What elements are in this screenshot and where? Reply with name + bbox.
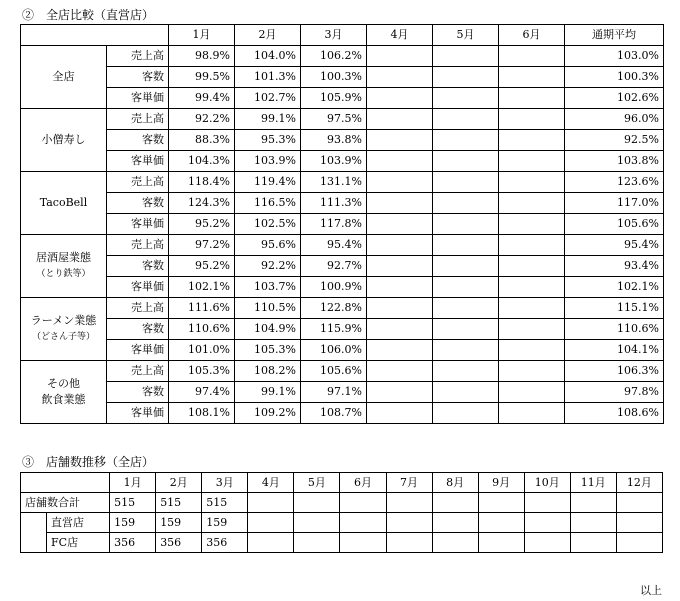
table-row xyxy=(21,88,664,109)
value-cell: 92.5% xyxy=(565,130,664,151)
count-cell xyxy=(616,493,662,513)
value-cell xyxy=(499,67,565,88)
value-cell: 103.9% xyxy=(301,151,367,172)
value-cell: 109.2% xyxy=(235,403,301,424)
value-cell: 102.1% xyxy=(169,277,235,298)
count-cell xyxy=(570,533,616,553)
value-cell: 101.0% xyxy=(169,340,235,361)
value-cell: 100.3% xyxy=(565,67,664,88)
metric-label: 客単価 xyxy=(107,88,169,109)
value-cell: 118.4% xyxy=(169,172,235,193)
table-row xyxy=(21,403,664,424)
value-cell: 102.5% xyxy=(235,214,301,235)
value-cell xyxy=(433,151,499,172)
value-cell xyxy=(499,361,565,382)
count-cell: 356 xyxy=(202,533,248,553)
table-row xyxy=(21,319,664,340)
value-cell: 103.8% xyxy=(565,151,664,172)
closing-note: 以上 xyxy=(640,584,662,597)
value-cell xyxy=(499,46,565,67)
value-cell: 115.1% xyxy=(565,298,664,319)
value-cell xyxy=(433,298,499,319)
value-cell: 92.7% xyxy=(301,256,367,277)
value-cell: 105.3% xyxy=(235,340,301,361)
metric-label: 客数 xyxy=(107,256,169,277)
group-label-cell xyxy=(21,109,107,172)
count-cell xyxy=(570,493,616,513)
value-cell: 97.8% xyxy=(565,382,664,403)
month-header-cell: 4月 xyxy=(248,473,294,493)
metric-label: 売上高 xyxy=(107,235,169,256)
header-cell: 通期平均 xyxy=(565,25,664,46)
table-row xyxy=(21,340,664,361)
value-cell: 95.2% xyxy=(169,256,235,277)
table-row xyxy=(21,256,664,277)
value-cell xyxy=(433,403,499,424)
value-cell xyxy=(367,340,433,361)
value-cell: 101.3% xyxy=(235,67,301,88)
metric-label: 客単価 xyxy=(107,340,169,361)
value-cell: 97.4% xyxy=(169,382,235,403)
value-cell xyxy=(367,403,433,424)
month-header-cell: 3月 xyxy=(202,473,248,493)
group-name: ラーメン業態 xyxy=(30,314,97,327)
value-cell xyxy=(433,88,499,109)
value-cell: 108.2% xyxy=(235,361,301,382)
count-cell xyxy=(570,513,616,533)
header-cell: 6月 xyxy=(499,25,565,46)
count-cell: 356 xyxy=(156,533,202,553)
count-cell xyxy=(432,533,478,553)
month-header-cell: 11月 xyxy=(570,473,616,493)
value-cell xyxy=(367,361,433,382)
value-cell: 115.9% xyxy=(301,319,367,340)
month-header-cell: 8月 xyxy=(432,473,478,493)
indent-cell xyxy=(21,513,47,533)
table-row xyxy=(21,67,664,88)
value-cell xyxy=(499,130,565,151)
value-cell xyxy=(499,340,565,361)
value-cell xyxy=(367,382,433,403)
count-cell xyxy=(294,493,340,513)
metric-label: 客単価 xyxy=(107,214,169,235)
value-cell: 102.7% xyxy=(235,88,301,109)
count-cell: 159 xyxy=(110,513,156,533)
group-label-cell xyxy=(21,235,107,298)
table-header-row xyxy=(21,473,663,493)
value-cell: 95.3% xyxy=(235,130,301,151)
value-cell: 96.0% xyxy=(565,109,664,130)
value-cell xyxy=(499,277,565,298)
value-cell xyxy=(499,235,565,256)
value-cell: 95.4% xyxy=(565,235,664,256)
count-cell xyxy=(524,493,570,513)
value-cell: 105.3% xyxy=(169,361,235,382)
value-cell xyxy=(367,214,433,235)
count-cell: 159 xyxy=(156,513,202,533)
count-cell xyxy=(248,513,294,533)
count-cell xyxy=(524,513,570,533)
value-cell: 111.3% xyxy=(301,193,367,214)
table-row-total xyxy=(21,493,663,513)
value-cell: 119.4% xyxy=(235,172,301,193)
count-cell xyxy=(340,513,386,533)
metric-label: 客数 xyxy=(107,130,169,151)
store-comparison-table xyxy=(20,24,664,424)
table-row xyxy=(21,130,664,151)
sub-label: FC店 xyxy=(47,533,110,553)
value-cell: 98.9% xyxy=(169,46,235,67)
count-cell xyxy=(478,493,524,513)
value-cell: 100.9% xyxy=(301,277,367,298)
header-cell: 1月 xyxy=(169,25,235,46)
value-cell xyxy=(499,403,565,424)
metric-label: 売上高 xyxy=(107,172,169,193)
value-cell xyxy=(499,151,565,172)
value-cell xyxy=(433,382,499,403)
group-name: TacoBell xyxy=(39,196,88,209)
table-row xyxy=(21,193,664,214)
value-cell: 103.0% xyxy=(565,46,664,67)
table-row xyxy=(21,235,664,256)
table-row xyxy=(21,109,664,130)
metric-label: 客数 xyxy=(107,193,169,214)
month-header-cell: 5月 xyxy=(294,473,340,493)
value-cell: 95.2% xyxy=(169,214,235,235)
value-cell xyxy=(433,277,499,298)
value-cell xyxy=(433,130,499,151)
value-cell: 124.3% xyxy=(169,193,235,214)
count-cell xyxy=(340,533,386,553)
header-cell: 4月 xyxy=(367,25,433,46)
value-cell xyxy=(433,361,499,382)
value-cell xyxy=(433,340,499,361)
count-cell xyxy=(432,493,478,513)
value-cell: 95.6% xyxy=(235,235,301,256)
value-cell xyxy=(433,235,499,256)
value-cell: 102.6% xyxy=(565,88,664,109)
header-cell-blank xyxy=(21,473,110,493)
value-cell xyxy=(433,67,499,88)
value-cell xyxy=(367,130,433,151)
sub-label: 直営店 xyxy=(47,513,110,533)
month-header-cell: 6月 xyxy=(340,473,386,493)
month-header-cell: 2月 xyxy=(156,473,202,493)
header-cell-blank xyxy=(21,25,169,46)
group-name: その他 飲食業態 xyxy=(41,377,86,406)
value-cell: 88.3% xyxy=(169,130,235,151)
value-cell: 104.9% xyxy=(235,319,301,340)
group-label-cell xyxy=(21,46,107,109)
group-label-cell xyxy=(21,172,107,235)
metric-label: 客数 xyxy=(107,67,169,88)
table-row xyxy=(21,46,664,67)
table-row xyxy=(21,151,664,172)
value-cell: 99.5% xyxy=(169,67,235,88)
value-cell: 106.3% xyxy=(565,361,664,382)
table-row-sub xyxy=(21,513,663,533)
value-cell xyxy=(367,277,433,298)
value-cell xyxy=(499,382,565,403)
count-cell: 515 xyxy=(156,493,202,513)
value-cell xyxy=(433,214,499,235)
value-cell xyxy=(499,172,565,193)
store-count-table xyxy=(20,472,663,553)
value-cell: 99.1% xyxy=(235,109,301,130)
group-label-cell xyxy=(21,361,107,424)
value-cell: 110.5% xyxy=(235,298,301,319)
value-cell: 117.0% xyxy=(565,193,664,214)
value-cell xyxy=(499,256,565,277)
value-cell: 123.6% xyxy=(565,172,664,193)
group-label-cell xyxy=(21,298,107,361)
value-cell: 103.9% xyxy=(235,151,301,172)
value-cell xyxy=(367,319,433,340)
count-cell: 515 xyxy=(110,493,156,513)
value-cell: 100.3% xyxy=(301,67,367,88)
metric-label: 客数 xyxy=(107,319,169,340)
value-cell xyxy=(367,46,433,67)
value-cell xyxy=(433,109,499,130)
indent-cell xyxy=(21,533,47,553)
value-cell xyxy=(499,109,565,130)
value-cell: 99.1% xyxy=(235,382,301,403)
value-cell xyxy=(499,193,565,214)
value-cell: 103.7% xyxy=(235,277,301,298)
count-cell xyxy=(386,513,432,533)
value-cell xyxy=(433,172,499,193)
value-cell xyxy=(499,298,565,319)
value-cell xyxy=(433,319,499,340)
count-cell xyxy=(478,513,524,533)
value-cell: 97.2% xyxy=(169,235,235,256)
value-cell xyxy=(499,214,565,235)
value-cell xyxy=(367,235,433,256)
value-cell xyxy=(367,172,433,193)
count-cell xyxy=(386,533,432,553)
value-cell xyxy=(367,109,433,130)
value-cell xyxy=(367,67,433,88)
section-title-comparison: ② 全店比較（直営店） xyxy=(22,8,155,22)
metric-label: 売上高 xyxy=(107,46,169,67)
value-cell: 93.4% xyxy=(565,256,664,277)
header-cell: 2月 xyxy=(235,25,301,46)
group-name: 居酒屋業態 xyxy=(36,251,91,264)
count-cell xyxy=(248,493,294,513)
count-cell xyxy=(340,493,386,513)
month-header-cell: 10月 xyxy=(524,473,570,493)
count-cell xyxy=(616,533,662,553)
value-cell xyxy=(367,151,433,172)
count-cell xyxy=(294,513,340,533)
table-row xyxy=(21,382,664,403)
value-cell: 131.1% xyxy=(301,172,367,193)
value-cell: 108.1% xyxy=(169,403,235,424)
value-cell xyxy=(367,256,433,277)
value-cell: 116.5% xyxy=(235,193,301,214)
value-cell: 99.4% xyxy=(169,88,235,109)
total-label: 店舗数合計 xyxy=(21,493,110,513)
value-cell xyxy=(433,256,499,277)
value-cell: 104.0% xyxy=(235,46,301,67)
metric-label: 客単価 xyxy=(107,277,169,298)
count-cell: 356 xyxy=(110,533,156,553)
metric-label: 客数 xyxy=(107,382,169,403)
metric-label: 客単価 xyxy=(107,151,169,172)
value-cell xyxy=(367,193,433,214)
table-row xyxy=(21,214,664,235)
value-cell: 95.4% xyxy=(301,235,367,256)
value-cell: 111.6% xyxy=(169,298,235,319)
value-cell xyxy=(433,193,499,214)
value-cell: 108.6% xyxy=(565,403,664,424)
header-cell: 5月 xyxy=(433,25,499,46)
table-row-sub xyxy=(21,533,663,553)
group-subname: （とり鉄等） xyxy=(36,269,91,279)
group-subname: （どさん子等） xyxy=(31,332,95,342)
table-header-row xyxy=(21,25,664,46)
table-row xyxy=(21,298,664,319)
value-cell: 97.5% xyxy=(301,109,367,130)
metric-label: 売上高 xyxy=(107,109,169,130)
count-cell xyxy=(616,513,662,533)
metric-label: 売上高 xyxy=(107,298,169,319)
value-cell xyxy=(499,319,565,340)
value-cell: 92.2% xyxy=(169,109,235,130)
value-cell: 117.8% xyxy=(301,214,367,235)
value-cell xyxy=(499,88,565,109)
value-cell xyxy=(367,88,433,109)
count-cell: 515 xyxy=(202,493,248,513)
table-row xyxy=(21,172,664,193)
section-title-store-count: ③ 店舗数推移（全店） xyxy=(22,455,155,469)
value-cell: 104.3% xyxy=(169,151,235,172)
table-row xyxy=(21,277,664,298)
metric-label: 客単価 xyxy=(107,403,169,424)
value-cell: 105.9% xyxy=(301,88,367,109)
value-cell: 122.8% xyxy=(301,298,367,319)
value-cell xyxy=(367,298,433,319)
count-cell xyxy=(248,533,294,553)
month-header-cell: 1月 xyxy=(110,473,156,493)
value-cell: 105.6% xyxy=(301,361,367,382)
count-cell xyxy=(478,533,524,553)
group-name: 小僧寿し xyxy=(41,133,86,146)
header-cell: 3月 xyxy=(301,25,367,46)
count-cell xyxy=(524,533,570,553)
count-cell xyxy=(294,533,340,553)
value-cell: 110.6% xyxy=(169,319,235,340)
value-cell: 110.6% xyxy=(565,319,664,340)
value-cell: 104.1% xyxy=(565,340,664,361)
value-cell: 108.7% xyxy=(301,403,367,424)
month-header-cell: 12月 xyxy=(616,473,662,493)
table-row xyxy=(21,361,664,382)
count-cell: 159 xyxy=(202,513,248,533)
count-cell xyxy=(432,513,478,533)
value-cell: 106.2% xyxy=(301,46,367,67)
value-cell: 102.1% xyxy=(565,277,664,298)
group-name: 全店 xyxy=(52,70,75,83)
value-cell: 97.1% xyxy=(301,382,367,403)
month-header-cell: 9月 xyxy=(478,473,524,493)
value-cell: 93.8% xyxy=(301,130,367,151)
count-cell xyxy=(386,493,432,513)
metric-label: 売上高 xyxy=(107,361,169,382)
value-cell xyxy=(433,46,499,67)
month-header-cell: 7月 xyxy=(386,473,432,493)
value-cell: 92.2% xyxy=(235,256,301,277)
value-cell: 106.0% xyxy=(301,340,367,361)
value-cell: 105.6% xyxy=(565,214,664,235)
